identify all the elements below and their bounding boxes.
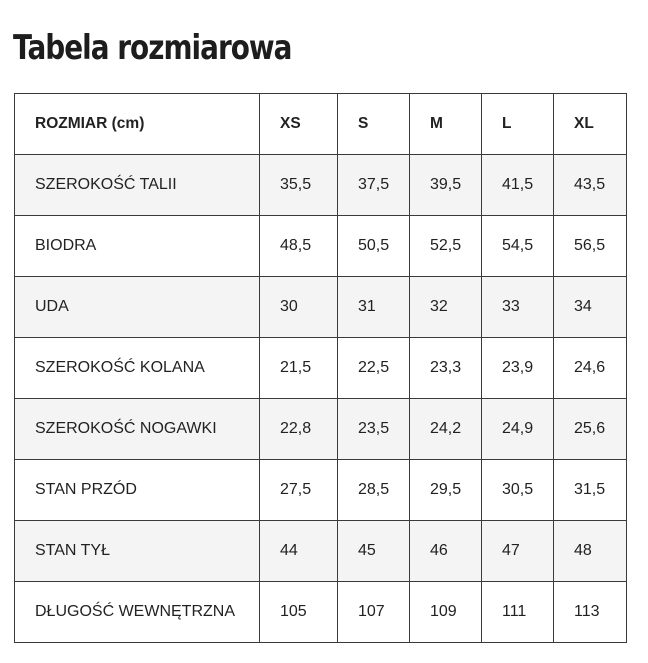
cell-value-m: 52,5 (410, 216, 482, 277)
table-header-row (15, 94, 627, 155)
cell-value-s: 22,5 (338, 338, 410, 399)
cell-value-s: 23,5 (338, 399, 410, 460)
row-label: UDA (15, 277, 260, 338)
header-size-xl: XL (554, 94, 627, 155)
table-row (15, 155, 627, 216)
cell-value-s: 31 (338, 277, 410, 338)
cell-value-xl: 43,5 (554, 155, 627, 216)
cell-value-xs: 21,5 (260, 338, 338, 399)
cell-value-m: 46 (410, 521, 482, 582)
table-row (15, 216, 627, 277)
table-row (15, 399, 627, 460)
cell-value-xs: 48,5 (260, 216, 338, 277)
table-row (15, 338, 627, 399)
cell-value-xs: 27,5 (260, 460, 338, 521)
table-row (15, 521, 627, 582)
cell-value-l: 111 (482, 582, 554, 643)
header-size-s: S (338, 94, 410, 155)
cell-value-l: 30,5 (482, 460, 554, 521)
cell-value-m: 29,5 (410, 460, 482, 521)
cell-value-xl: 34 (554, 277, 627, 338)
header-size-m: M (410, 94, 482, 155)
row-label: BIODRA (15, 216, 260, 277)
cell-value-l: 41,5 (482, 155, 554, 216)
cell-value-l: 23,9 (482, 338, 554, 399)
cell-value-xs: 22,8 (260, 399, 338, 460)
cell-value-m: 32 (410, 277, 482, 338)
cell-value-xs: 105 (260, 582, 338, 643)
cell-value-s: 50,5 (338, 216, 410, 277)
table-row (15, 582, 627, 643)
row-label: STAN PRZÓD (15, 460, 260, 521)
header-size-l: L (482, 94, 554, 155)
cell-value-xl: 56,5 (554, 216, 627, 277)
size-chart-table (14, 93, 627, 643)
cell-value-s: 45 (338, 521, 410, 582)
cell-value-xl: 25,6 (554, 399, 627, 460)
row-label: SZEROKOŚĆ TALII (15, 155, 260, 216)
cell-value-xl: 113 (554, 582, 627, 643)
cell-value-m: 23,3 (410, 338, 482, 399)
cell-value-m: 109 (410, 582, 482, 643)
cell-value-xl: 48 (554, 521, 627, 582)
cell-value-xl: 24,6 (554, 338, 627, 399)
cell-value-l: 24,9 (482, 399, 554, 460)
cell-value-l: 33 (482, 277, 554, 338)
cell-value-l: 54,5 (482, 216, 554, 277)
cell-value-s: 107 (338, 582, 410, 643)
cell-value-m: 39,5 (410, 155, 482, 216)
cell-value-s: 28,5 (338, 460, 410, 521)
cell-value-l: 47 (482, 521, 554, 582)
cell-value-xs: 44 (260, 521, 338, 582)
header-size-xs: XS (260, 94, 338, 155)
header-size-label: ROZMIAR (cm) (15, 94, 260, 155)
cell-value-m: 24,2 (410, 399, 482, 460)
cell-value-xs: 35,5 (260, 155, 338, 216)
row-label: SZEROKOŚĆ KOLANA (15, 338, 260, 399)
cell-value-s: 37,5 (338, 155, 410, 216)
row-label: STAN TYŁ (15, 521, 260, 582)
table-row (15, 277, 627, 338)
row-label: DŁUGOŚĆ WEWNĘTRZNA (15, 582, 260, 643)
row-label: SZEROKOŚĆ NOGAWKI (15, 399, 260, 460)
cell-value-xl: 31,5 (554, 460, 627, 521)
cell-value-xs: 30 (260, 277, 338, 338)
page-title: Tabela rozmiarowa (13, 28, 292, 68)
table-row (15, 460, 627, 521)
